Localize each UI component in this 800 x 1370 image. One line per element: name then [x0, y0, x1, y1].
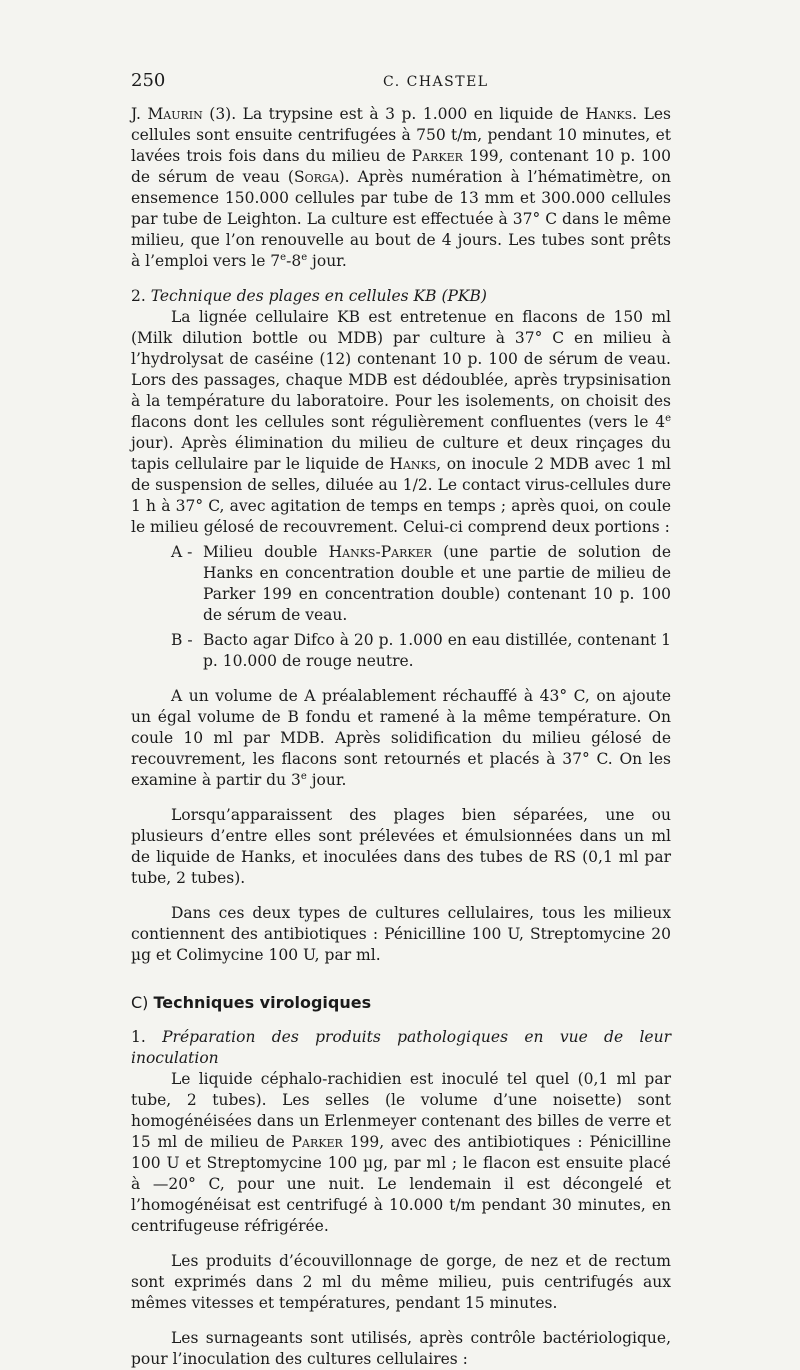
- page-number: 250: [131, 70, 166, 91]
- list-text-a: Milieu double Hanks-Parker (une partie de solution de Hanks en concentration double et une partie de milieu de Parker 199 en concentration double) contenant 10 p. 100 de sérum de veau.: [203, 543, 671, 624]
- paragraph-kb-line: La lignée cellulaire KB est entretenue en flacons de 150 ml (Milk dilution bottle ou MDB) par culture à 37° C en milieu à l’hydrolysat de caséine (12) contenant 10 p. 100 de sérum de veau. Lors des passages, chaque MDB est dédoublée, après trypsinisation à la température du laboratoire. Pour les isolements, on choisit des flacons dont les cellules sont régulièrement confluentes (vers le 4e jour). Après élimination du milieu de culture et deux rinçages du tapis cellulaire par le liquide de Hanks, on inocule 2 MDB avec 1 ml de suspension de selles, diluée au 1/2. Le contact virus-cellules dure 1 h à 37° C, avec agitation de temps en temps ; après quoi, on coule le milieu gélosé de recouvrement. Celui-ci comprend deux portions :: [131, 308, 671, 536]
- paragraph-swabs: Les produits d’écouvillonnage de gorge, de nez et de rectum sont exprimés dans 2 ml du même milieu, puis centrifugés aux mêmes vitesses et températures, pendant 15 minutes.: [131, 1252, 671, 1312]
- running-head: C. CHASTEL: [383, 74, 489, 90]
- paragraph-overlay: A un volume de A préalablement réchauffé à 43° C, on ajoute un égal volume de B fondu et ramené à la même température. On coule 10 ml par MDB. Après solidification du milieu gélosé de recouvrement, les flacons sont retournés et placés à 37° C. On les examine à partir du 3e jour.: [131, 687, 671, 789]
- paragraph-supernatants: Les surnageants sont utilisés, après contrôle bactériologique, pour l’inoculation des cultures cellulaires :: [131, 1329, 671, 1368]
- subheading-pkb: 2. Technique des plages en cellules KB (PKB): [131, 287, 487, 305]
- paragraph-csf-stool: Le liquide céphalo-rachidien est inoculé tel quel (0,1 ml par tube, 2 tubes). Les selles (le volume d’une noisette) sont homogénéisées dans un Erlenmeyer contenant des billes de verre et 15 ml de milieu de Parker 199, avec des antibiotiques : Pénicilline 100 U et Streptomycine 100 µg, par ml ; le flacon est ensuite placé à —20° C, pour une nuit. Le lendemain il est décongelé et l’homogénéisat est centrifugé à 10.000 t/m pendant 30 minutes, en centrifugeuse réfrigérée.: [131, 1070, 671, 1235]
- paragraph-antibiotics: Dans ces deux types de cultures cellulaires, tous les milieux contiennent des antibiotiques : Pénicilline 100 U, Streptomycine 20 µg et Colimycine 100 U, par ml.: [131, 904, 671, 964]
- body-text: [131, 104, 671, 1370]
- section-heading-virology: C) Techniques virologiques: [131, 993, 372, 1012]
- page-header: [131, 70, 671, 100]
- list-label-a: A -: [171, 543, 193, 561]
- paragraph-cell-culture-continued: J. Maurin (3). La trypsine est à 3 p. 1.000 en liquide de Hanks. Les cellules sont ensuite centrifugées à 750 t/m, pendant 10 minutes, et lavées trois fois dans du milieu de Parker 199, contenant 10 p. 100 de sérum de veau (Sorga). Après numération à l’hématimètre, on ensemence 150.000 cellules par tube de 13 mm et 300.000 cellules par tube de Leighton. La culture est effectuée à 37° C dans le même milieu, que l’on renouvelle au bout de 4 jours. Les tubes sont prêts à l’emploi vers le 7e-8e jour.: [131, 105, 672, 270]
- list-item-b: [131, 630, 671, 672]
- list-item-a: [131, 542, 671, 626]
- paragraph-plaques: Lorsqu’apparaissent des plages bien séparées, une ou plusieurs d’entre elles sont prélevées et émulsionnées dans un ml de liquide de Hanks, et inoculées dans des tubes de RS (0,1 ml par tube, 2 tubes).: [131, 806, 671, 887]
- medium-portions-list: [131, 542, 671, 672]
- list-label-b: B -: [171, 631, 193, 649]
- subheading-preparation: 1. Préparation des produits pathologiques en vue de leur inoculation: [131, 1028, 671, 1067]
- list-text-b: Bacto agar Difco à 20 p. 1.000 en eau distillée, contenant 1 p. 10.000 de rouge neutre.: [203, 631, 671, 670]
